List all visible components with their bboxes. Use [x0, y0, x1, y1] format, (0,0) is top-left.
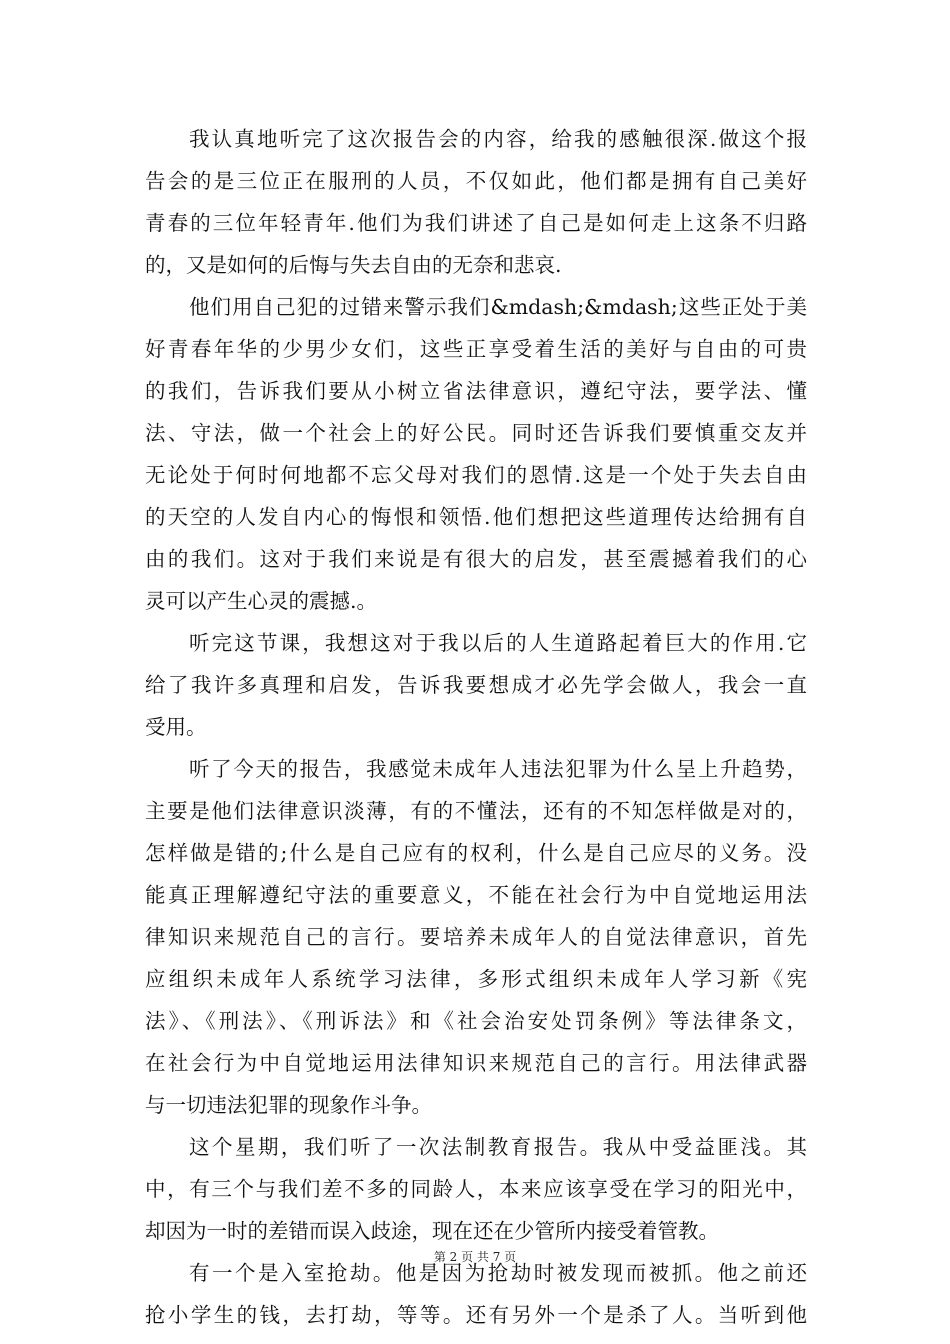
paragraph [145, 1126, 807, 1252]
text-line: 青春的三位年轻青年.他们为我们讲述了自己是如何走上这条不归路 [145, 211, 807, 235]
text-line: 听了今天的报告，我感觉未成年人违法犯罪为什么呈上升趋势， [189, 757, 807, 781]
text-line: 这个星期，我们听了一次法制教育报告。我从中受益匪浅。其 [189, 1135, 807, 1159]
paragraph [145, 748, 807, 1126]
page-number-label: 第 2 页 共 7 页 [433, 1250, 517, 1264]
text-line: 律知识来规范自己的言行。要培养未成年人的自觉法律意识，首先 [145, 925, 807, 949]
text-line: 中，有三个与我们差不多的同龄人，本来应该享受在学习的阳光中， [145, 1177, 807, 1201]
text-line: 能真正理解遵纪守法的重要意义，不能在社会行为中自觉地运用法 [145, 883, 807, 907]
text-line: 无论处于何时何地都不忘父母对我们的恩情.这是一个处于失去自由 [145, 463, 807, 487]
text-line: 的，又是如何的后悔与失去自由的无奈和悲哀. [145, 253, 562, 277]
text-line: 我认真地听完了这次报告会的内容，给我的感触很深.做这个报 [189, 127, 807, 151]
text-line: 听完这节课，我想这对于我以后的人生道路起着巨大的作用.它 [189, 631, 807, 655]
text-line: 抢小学生的钱，去打劫，等等。还有另外一个是杀了人。当听到他 [145, 1303, 807, 1327]
text-line: 法》、《刑法》、《刑诉法》和《社会治安处罚条例》等法律条文， [145, 1009, 807, 1033]
paragraph [145, 286, 807, 622]
text-line: 法、守法，做一个社会上的好公民。同时还告诉我们要慎重交友并 [145, 421, 807, 445]
document-body [145, 118, 807, 1336]
paragraph [145, 622, 807, 748]
text-line: 灵可以产生心灵的震撼.。 [145, 589, 378, 613]
paragraph [145, 118, 807, 286]
text-line: 他们用自己犯的过错来警示我们&mdash;&mdash;这些正处于美 [189, 295, 807, 319]
text-line: 给了我许多真理和启发，告诉我要想成才必先学会做人，我会一直 [145, 673, 807, 697]
text-line: 主要是他们法律意识淡薄，有的不懂法，还有的不知怎样做是对的， [145, 799, 807, 823]
text-line: 由的我们。这对于我们来说是有很大的启发，甚至震撼着我们的心 [145, 547, 807, 571]
text-line: 的我们，告诉我们要从小树立省法律意识，遵纪守法，要学法、懂 [145, 379, 807, 403]
text-line: 怎样做是错的;什么是自己应有的权利，什么是自己应尽的义务。没 [145, 841, 807, 865]
text-line: 受用。 [145, 715, 207, 739]
text-line: 的天空的人发自内心的悔恨和领悟.他们想把这些道理传达给拥有自 [145, 505, 807, 529]
text-line: 却因为一时的差错而误入歧途，现在还在少管所内接受着管教。 [145, 1219, 719, 1243]
text-line: 有一个是入室抢劫。他是因为抢劫时被发现而被抓。他之前还 [189, 1261, 807, 1285]
page-number-footer [0, 1248, 950, 1265]
text-line: 应组织未成年人系统学习法律，多形式组织未成年人学习新《宪 [145, 967, 807, 991]
text-line: 在社会行为中自觉地运用法律知识来规范自己的言行。用法律武器 [145, 1051, 807, 1075]
text-line: 告会的是三位正在服刑的人员，不仅如此，他们都是拥有自己美好 [145, 169, 807, 193]
text-line: 好青春年华的少男少女们，这些正享受着生活的美好与自由的可贵 [145, 337, 807, 361]
text-line: 与一切违法犯罪的现象作斗争。 [145, 1093, 432, 1117]
